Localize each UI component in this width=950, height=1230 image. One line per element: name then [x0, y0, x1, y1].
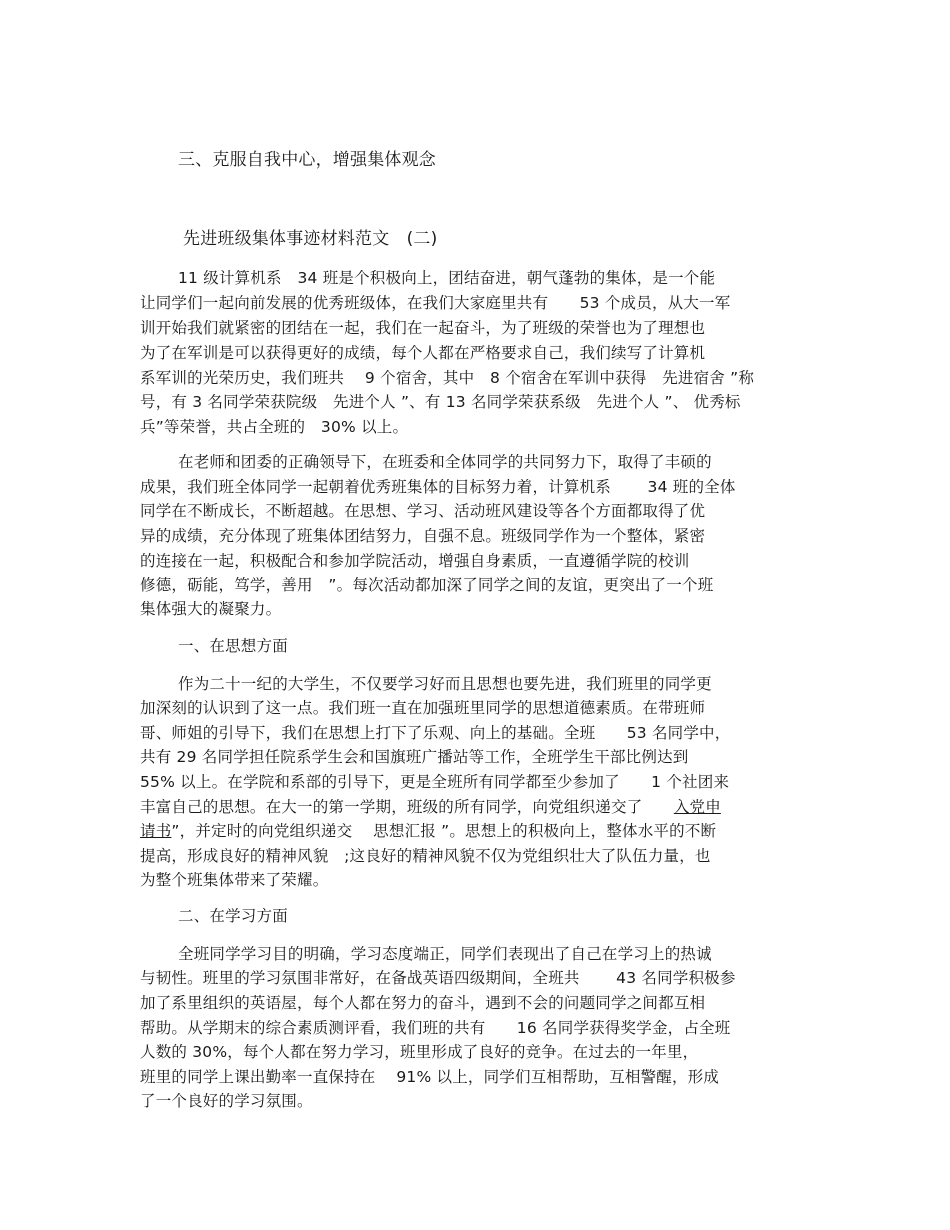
paragraph-4-line: 帮助。从学期末的综合素质测评看，我们班的共有 16 名同学获得奖学金，占全班 [140, 1019, 731, 1037]
paragraph-4-line: 全班同学学习目的明确，学习态度端正，同学们表现出了自己在学习上的热诚 [178, 945, 712, 963]
paragraph-3-line: 作为二十一纪的大学生，不仅要学习好而且思想也要先进，我们班里的同学更 [178, 675, 712, 693]
paragraph-3-line: 提高，形成良好的精神风貌 ;这良好的精神风貌不仅为党组织壮大了队伍力量，也 [140, 847, 711, 865]
paragraph-3-line: 哥、师姐的引导下，我们在思想上打下了乐观、向上的基础。全班 53 名同学中， [140, 724, 731, 742]
paragraph-2-line: 成果，我们班全体同学一起朝着优秀班集体的目标努力着，计算机系 34 班的全体 [140, 478, 736, 496]
document-title: 先进班级集体事迹材料范文 (二) [183, 229, 438, 249]
paragraph-2-line: 修德，砺能，笃学，善用 ”。每次活动都加深了同学之间的友谊，更突出了一个班 [140, 576, 714, 594]
paragraph-2-line: 集体强大的凝聚力。 [140, 600, 282, 618]
paragraph-3-line [140, 797, 721, 817]
apply-link-part2[interactable]: 请书 [140, 822, 172, 840]
paragraph-1-line: 系军训的光荣历史，我们班共 9 个宿舍，其中 8 个宿舍在军训中获得 先进宿舍 ”称 [140, 369, 755, 387]
heading-study: 二、在学习方面 [178, 907, 288, 925]
paragraph-4-line: 与韧性。班里的学习氛围非常好，在备战英语四级期间，全班共 43 名同学积极参 [140, 969, 736, 987]
paragraph-3-line-text: ”，并定时的向党组织递交 思想汇报 ”。思想上的积极向上，整体水平的不断 [171, 822, 717, 840]
paragraph-4-line: 人数的 30%，每个人都在努力学习，班里形成了良好的竞争。在过去的一年里， [140, 1043, 699, 1061]
paragraph-3-line: 加深刻的认识到了这一点。我们班一直在加强班里同学的思想道德素质。在带班师 [140, 699, 706, 717]
paragraph-3-line: 共有 29 名同学担任院系学生会和国旗班广播站等工作，全班学生干部比例达到 [140, 748, 689, 766]
section-three-heading: 三、克服自我中心，增强集体观念 [178, 150, 436, 170]
paragraph-3-line: 为整个班集体带来了荣耀。 [140, 871, 329, 889]
paragraph-2-line: 同学在不断成长，不断超越。在思想、学习、活动班风建设等各个方面都取得了优 [140, 502, 706, 520]
paragraph-4-line: 加了系里组织的英语屋，每个人都在努力的奋斗，遇到不会的问题同学之间都互相 [140, 994, 706, 1012]
paragraph-3-line: 55% 以上。在学院和系部的引导下，更是全班所有同学都至少参加了 1 个社团来 [140, 773, 730, 791]
paragraph-1-line: 兵”等荣誉，共占全班的 30% 以上。 [140, 418, 409, 436]
paragraph-1-line: 让同学们一起向前发展的优秀班级体，在我们大家庭里共有 53 个成员，从大一军 [140, 294, 731, 312]
paragraph-3-line-text: 丰富自己的思想。在大一的第一学期，班级的所有同学，向党组织递交了 [140, 798, 674, 816]
apply-link-part1[interactable]: 入党申 [673, 798, 721, 816]
heading-thought: 一、在思想方面 [178, 637, 288, 655]
paragraph-1-line: 为了在军训是可以获得更好的成绩，每个人都在严格要求自己，我们续写了计算机 [140, 344, 706, 362]
paragraph-3-line [140, 821, 716, 841]
paragraph-4-line: 班里的同学上课出勤率一直保持在 91% 以上，同学们互相帮助，互相警醒，形成 [140, 1068, 720, 1086]
paragraph-1-line: 11 级计算机系 34 班是个积极向上，团结奋进，朝气蓬勃的集体，是一个能 [178, 269, 716, 287]
paragraph-1-line: 训开始我们就紧密的团结在一起，我们在一起奋斗，为了班级的荣誉也为了理想也 [140, 319, 706, 337]
paragraph-2-line: 异的成绩，充分体现了班集体团结努力，自强不息。班级同学作为一个整体，紧密 [140, 527, 706, 545]
paragraph-1-line: 号，有 3 名同学荣获院级 先进个人 ”、有 13 名同学荣获系级 先进个人 ”、 优秀标 [140, 393, 741, 411]
paragraph-4-line: 了一个良好的学习氛围。 [140, 1092, 313, 1110]
paragraph-2-line: 在老师和团委的正确领导下，在班委和全体同学的共同努力下，取得了丰硕的 [178, 453, 712, 471]
paragraph-2-line: 的连接在一起，积极配合和参加学院活动，增强自身素质，一直遵循学院的校训 [140, 552, 690, 570]
